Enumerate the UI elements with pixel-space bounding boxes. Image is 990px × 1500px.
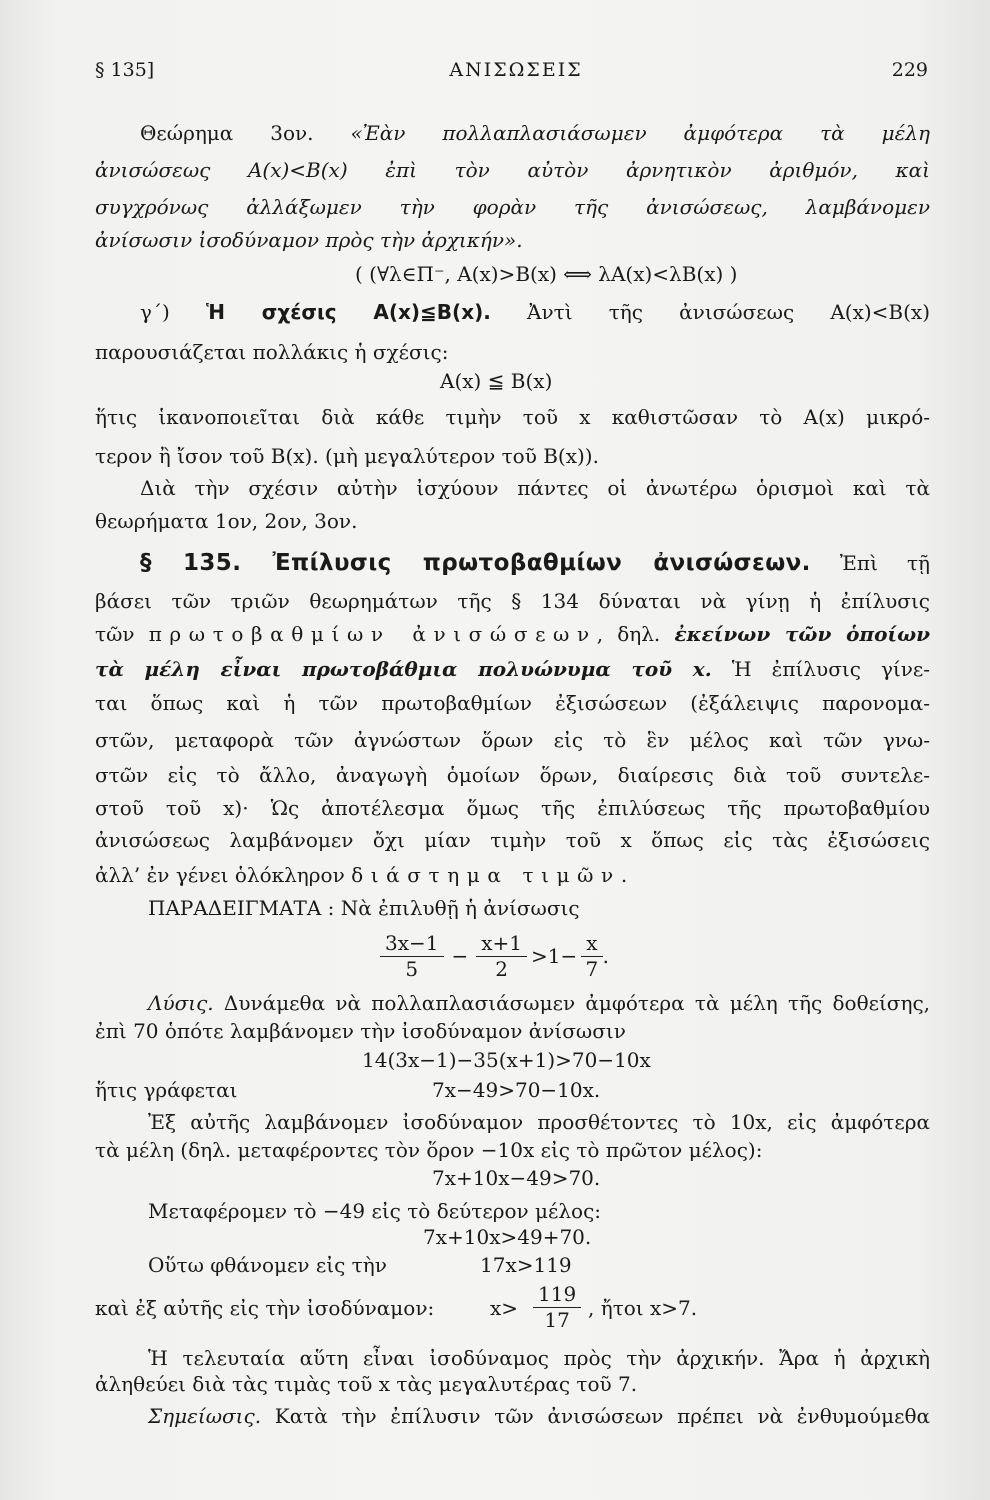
section-line-3: [95, 619, 930, 649]
section-text: τῶν: [95, 622, 135, 646]
section-text: ἀλλ’ ἐν γένει ὁλόκληρον: [95, 863, 345, 887]
equation-4: 7x+10x>49+70.: [423, 1225, 592, 1249]
section-line-8: στοῦ τοῦ x)· Ὡς ἀποτέλεσμα ὅμως τῆς ἐπιλύσεως τῆς πρωτοβαθμίου: [95, 796, 930, 820]
relation-line-6: θεωρήματα 1ον, 2ον, 3ον.: [95, 509, 358, 533]
section-title: § 135. Ἐπίλυσις πρωτοβαθμίων ἀνισώσεων.: [140, 550, 811, 576]
relation-line-1: [140, 297, 930, 327]
relation-line-5: Διὰ τὴν σχέσιν αὐτὴν ἰσχύουν πάντες οἱ ἀνωτέρω ὁρισμοὶ καὶ τὰ: [140, 476, 930, 500]
fraction: [476, 931, 527, 982]
section-line-10: [95, 860, 930, 890]
theorem-line-4: ἀνίσωσιν ἰσοδύναμον πρὸς τὴν ἀρχικήν».: [95, 228, 523, 252]
solution-line-7: Οὕτω φθάνομεν εἰς τὴν: [148, 1253, 387, 1277]
denominator: 2: [495, 956, 509, 981]
denominator: 17: [544, 1307, 570, 1332]
numerator: 119: [533, 1282, 581, 1308]
equation-3: 7x+10x−49>70.: [432, 1166, 601, 1190]
bold-italic-emphasis: ἐκείνων τῶν ὁποίων: [674, 622, 931, 646]
note-text: Κατὰ τὴν ἐπίλυσιν τῶν ἀνισώσεων πρέπει νὰ ἐνθυμούμεθα: [274, 1404, 930, 1428]
solution-line-1: [148, 988, 930, 1018]
section-line-4: [95, 654, 930, 684]
note-label: Σημείωσις.: [148, 1404, 262, 1428]
section-line-5: ται ὅπως καὶ ἡ τῶν πρωτοβαθμίων ἐξισώσεων (ἐξάλειψις παρονομα-: [95, 691, 930, 715]
relation-text: Ἀντὶ τῆς ἀνισώσεως A(x)<B(x): [527, 300, 930, 324]
numerator: x: [581, 931, 602, 957]
section-text: .: [620, 863, 628, 887]
note-line: [148, 1401, 930, 1431]
solution-line-3: ἥτις γράφεται: [95, 1078, 238, 1102]
relation-line-2: παρουσιάζεται πολλάκις ἡ σχέσις:: [95, 340, 449, 364]
equation-6-fraction: [533, 1280, 581, 1334]
theorem-formula: ( (∀λ∈Π⁻, A(x)>B(x) ⟺ λA(x)<λB(x) ): [355, 262, 738, 286]
section-text: Ἐπὶ τῇ: [839, 551, 931, 575]
theorem-line-2: ἀνισώσεως A(x)<B(x) ἐπὶ τὸν αὐτὸν ἀρνητικὸν ἀριθμόν, καὶ: [95, 158, 930, 182]
equation-2: 7x−49>70−10x.: [432, 1078, 601, 1102]
example-inequality: [380, 929, 609, 983]
relation-line-4: τερον ἢ ἴσον τοῦ B(x). (μὴ μεγαλύτερον τοῦ B(x)).: [95, 444, 599, 468]
solution-line-4: Ἐξ αὐτῆς λαμβάνομεν ἰσοδύναμον προσθέτοντες τὸ 10x, εἰς ἀμφότερα: [148, 1110, 930, 1134]
fraction: [380, 931, 444, 982]
solution-label: Λύσις.: [148, 991, 214, 1015]
section-line-9: ἀνισώσεως λαμβάνομεν ὄχι μίαν τιμὴν τοῦ x ὅπως εἰς τὰς ἐξισώσεις: [95, 828, 930, 852]
punctuation: .: [602, 944, 609, 968]
fraction: [581, 931, 602, 982]
denominator: 7: [585, 956, 599, 981]
section-text: Ἡ ἐπίλυσις γίνε-: [731, 657, 931, 681]
running-head-title: ΑΝΙΣΩΣΕΙΣ: [449, 59, 583, 81]
section-heading-line: [140, 546, 930, 580]
operator: >1−: [531, 944, 578, 968]
examples-intro: ΠΑΡΑΔΕΙΓΜΑΤΑ : Νὰ ἐπιλυθῇ ἡ ἀνίσωσις: [148, 896, 580, 920]
section-line-2: βάσει τῶν τριῶν θεωρημάτων τῆς § 134 δύναται νὰ γίνῃ ἡ ἐπίλυσις: [95, 589, 930, 613]
relation-formula: A(x) ≦ B(x): [440, 369, 553, 393]
theorem-line-1: [140, 118, 930, 148]
relation-line-3: ἥτις ἱκανοποιεῖται διὰ κάθε τιμὴν τοῦ x καθιστῶσαν τὸ A(x) μικρό-: [95, 405, 930, 429]
section-line-6: στῶν, μεταφορὰ τῶν ἀγνώστων ὅρων εἰς τὸ ἓν μέλος καὶ τῶν γνω-: [95, 728, 930, 752]
solution-line-5: τὰ μέλη (δηλ. μεταφέροντες τὸν ὅρον −10x εἰς τὸ πρῶτον μέλος):: [95, 1138, 763, 1162]
solution-line-10: ἀληθεύει διὰ τὰς τιμὰς τοῦ x τὰς μεγαλυτέρας τοῦ 7.: [95, 1372, 638, 1396]
equation-1: 14(3x−1)−35(x+1)>70−10x: [362, 1048, 651, 1072]
numerator: x+1: [476, 931, 527, 957]
running-head-section: § 135]: [95, 59, 155, 81]
theorem-label: Θεώρημα 3ον.: [140, 121, 314, 145]
section-line-7: στῶν εἰς τὸ ἄλλο, ἀναγωγὴ ὁμοίων ὅρων, διαίρεσις διὰ τοῦ συντελε-: [95, 763, 930, 787]
denominator: 5: [405, 956, 419, 981]
solution-line-2: ἐπὶ 70 ὁπότε λαμβάνομεν τὴν ἰσοδύναμον ἀνίσωσιν: [95, 1019, 626, 1043]
solution-text: Δυνάμεθα νὰ πολλαπλασιάσωμεν ἀμφότερα τὰ μέλη τῆς δοθείσης,: [223, 991, 931, 1015]
spaced-emphasis: διάστημα τιμῶν: [351, 863, 621, 887]
equation-6-lhs: x>: [490, 1296, 519, 1320]
solution-line-8: καὶ ἐξ αὐτῆς εἰς τὴν ἰσοδύναμον:: [95, 1296, 435, 1320]
relation-marker: γ΄): [140, 300, 170, 324]
relation-title: Ἡ σχέσις A(x)≦B(x).: [205, 300, 491, 324]
equation-5: 17x>119: [480, 1253, 572, 1277]
section-text: , δηλ.: [596, 622, 661, 646]
spaced-emphasis: πρωτοβαθμίων ἀνισώσεων: [148, 622, 597, 646]
numerator: 3x−1: [380, 931, 444, 957]
theorem-text: «Ἐὰν πολλαπλασιάσωμεν ἀμφότερα τὰ μέλη: [350, 121, 931, 145]
equation-6-rhs: , ἤτοι x>7.: [588, 1296, 698, 1320]
theorem-line-3: συγχρόνως ἀλλάξωμεν τὴν φορὰν τῆς ἀνισώσεως, λαμβάνομεν: [95, 195, 930, 219]
page-number: 229: [891, 59, 928, 81]
bold-italic-emphasis: τὰ μέλη εἶναι πρωτοβάθμια πολυώνυμα τοῦ x.: [95, 657, 712, 681]
solution-line-9: Ἡ τελευταία αὕτη εἶναι ἰσοδύναμος πρὸς τὴν ἀρχικήν. Ἄρα ἡ ἀρχικὴ: [148, 1346, 930, 1370]
solution-line-6: Μεταφέρομεν τὸ −49 εἰς τὸ δεύτερον μέλος:: [148, 1199, 602, 1223]
operator: −: [451, 944, 469, 968]
fraction: [533, 1282, 581, 1333]
